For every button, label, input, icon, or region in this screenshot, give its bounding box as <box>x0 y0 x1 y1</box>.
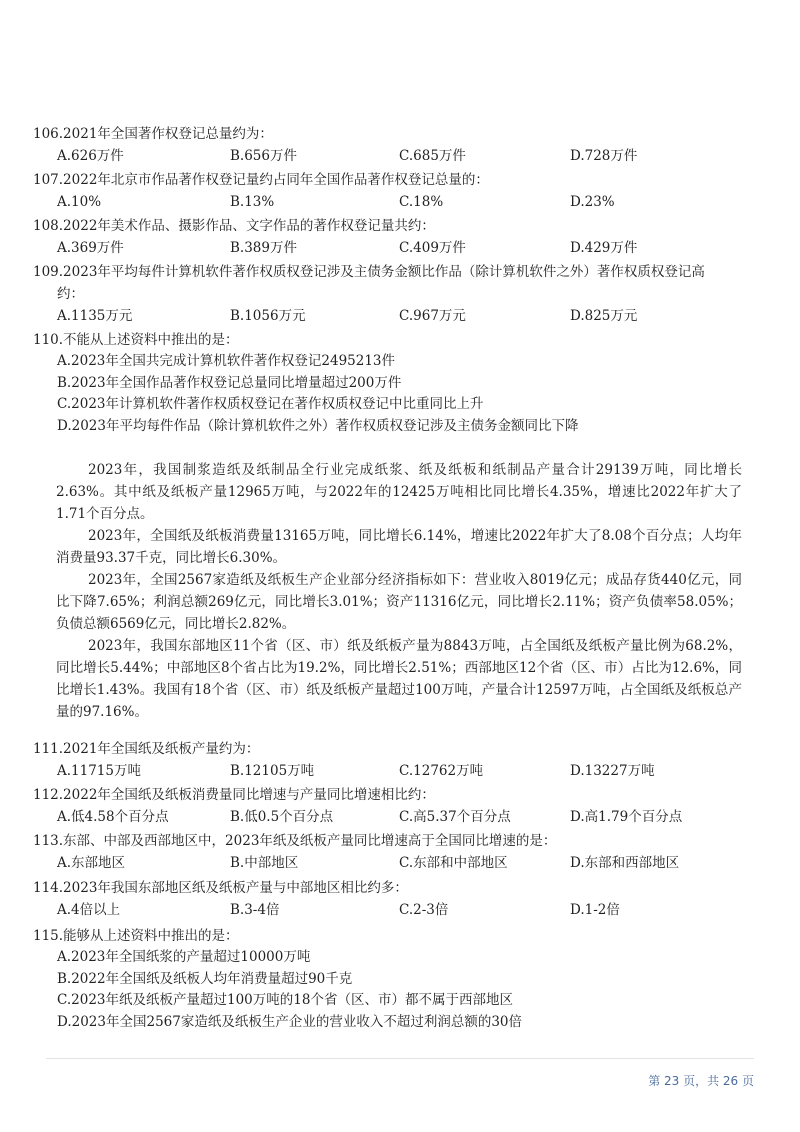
option-d: D.2023年全国2567家造纸及纸板生产企业的营业收入不超过利润总额的30倍 <box>57 1013 523 1030</box>
passage-paragraph-2: 2023年，全国纸及纸板消费量13165万吨，同比增长6.14%，增速比2022年扩大了8.08个百分点；人均年消费量93.37千克，同比增长6.30%。 <box>56 528 742 566</box>
passage-paragraph-1: 2023年，我国制浆造纸及纸制品全行业完成纸浆、纸及纸板和纸制品产量合计29139万吨，同比增长2.63%。其中纸及纸板产量12965万吨，与2022年的12425万吨相比同比增长4.35%，增速比2022年扩大了1.71个百分点。 <box>56 462 742 522</box>
option-a: A.低4.58个百分点 <box>57 809 169 825</box>
option-c: C.2023年纸及纸板产量超过100万吨的18个省（区、市）都不属于西部地区 <box>57 992 513 1009</box>
question-113 <box>33 830 760 874</box>
option-row <box>33 852 760 874</box>
question-stem: 113.东部、中部及西部地区中，2023年纸及纸板产量同比增速高于全国同比增速的是： <box>33 833 557 849</box>
option-c: C.2-3倍 <box>399 902 449 918</box>
question-stem: 106.2021年全国著作权登记总量约为： <box>33 126 273 142</box>
option-row <box>33 191 760 213</box>
option-b: B.389万件 <box>230 240 297 256</box>
option-row <box>33 806 760 828</box>
option-b: B.1056万元 <box>230 308 306 324</box>
option-b: B.3-4倍 <box>230 902 280 918</box>
option-b: B.13% <box>230 194 275 210</box>
option-a: A.东部地区 <box>57 855 126 871</box>
option-b: B.2023年全国作品著作权登记总量同比增量超过200万件 <box>57 374 402 391</box>
option-a: A.11715万吨 <box>57 763 141 779</box>
option-d: D.23% <box>570 194 615 210</box>
footer-divider <box>46 1058 754 1059</box>
option-a: A.626万件 <box>57 148 124 164</box>
question-108 <box>33 215 760 259</box>
question-stem: 115.能够从上述资料中推出的是： <box>33 928 239 944</box>
question-109 <box>33 261 760 327</box>
question-stem: 109.2023年平均每件计算机软件著作权质权登记涉及主债务金额比作品（除计算机软件之外）著作权质权登记高 <box>33 264 705 280</box>
question-stem-continued: 约： <box>57 286 84 302</box>
passage-paragraph-4: 2023年，我国东部地区11个省（区、市）纸及纸板产量为8843万吨，占全国纸及纸板产量比例为68.2%，同比增长5.44%；中部地区8个省占比为19.2%，同比增长2.51%；西部地区12个省（区、市）占比为12.6%，同比增长1.43%。我国有18个省（区、市）纸及纸板产量超过100万吨，产量合计12597万吨，占全国纸及纸板总产量的97.16%。 <box>56 638 742 720</box>
option-b: B.低0.5个百分点 <box>230 809 334 825</box>
option-a: A.2023年全国纸浆的产量超过10000万吨 <box>57 949 311 965</box>
option-d: D.429万件 <box>570 240 638 256</box>
option-b: B.中部地区 <box>230 855 299 871</box>
option-c: C.18% <box>399 194 444 210</box>
option-d: D.东部和西部地区 <box>570 855 680 871</box>
question-stem: 107.2022年北京市作品著作权登记量约占同年全国作品著作权登记总量的： <box>33 172 489 188</box>
option-row <box>33 760 760 782</box>
option-row <box>33 145 760 167</box>
option-row <box>33 237 760 259</box>
question-stem: 108.2022年美术作品、摄影作品、文字作品的著作权登记量共约： <box>33 218 435 234</box>
question-115 <box>33 925 760 1033</box>
option-b: B.12105万吨 <box>230 763 315 779</box>
option-c: C.东部和中部地区 <box>399 855 508 871</box>
question-stem: 114.2023年我国东部地区纸及纸板产量与中部地区相比约多： <box>33 880 408 896</box>
option-row <box>33 899 760 921</box>
question-107 <box>33 169 760 213</box>
option-a: A.4倍以上 <box>57 902 121 918</box>
option-c: C.967万元 <box>399 308 466 324</box>
option-a: A.10% <box>57 194 102 210</box>
option-a: A.1135万元 <box>57 308 133 324</box>
option-c: C.409万件 <box>399 240 466 256</box>
option-c: C.12762万吨 <box>399 763 484 779</box>
option-d: D.728万件 <box>570 148 638 164</box>
option-d: D.1-2倍 <box>570 902 620 918</box>
option-d: D.825万元 <box>570 308 638 324</box>
option-a: A.369万件 <box>57 240 124 256</box>
option-c: C.685万件 <box>399 148 466 164</box>
question-stem: 111.2021年全国纸及纸板产量约为： <box>33 741 260 757</box>
option-d: D.高1.79个百分点 <box>570 809 683 825</box>
question-114 <box>33 877 760 921</box>
question-111 <box>33 738 760 782</box>
option-d: D.2023年平均每件作品（除计算机软件之外）著作权质权登记涉及主债务金额同比下降 <box>57 417 579 434</box>
question-stem: 112.2022年全国纸及纸板消费量同比增速与产量同比增速相比约： <box>33 787 435 803</box>
option-row <box>33 305 760 327</box>
option-d: D.13227万吨 <box>570 763 655 779</box>
option-b: B.2022年全国纸及纸板人均年消费量超过90千克 <box>57 970 353 987</box>
question-110 <box>33 329 760 437</box>
option-a: A.2023年全国共完成计算机软件著作权登记2495213件 <box>57 353 396 369</box>
question-112 <box>33 784 760 828</box>
passage-paragraph-3: 2023年，全国2567家造纸及纸板生产企业部分经济指标如下：营业收入8019亿元；成品存货440亿元，同比下降7.65%；利润总额269亿元，同比增长3.01%；资产11316亿元，同比增长2.11%；资产负债率58.05%；负债总额6569亿元，同比增长2.82%。 <box>56 572 742 632</box>
question-stem: 110.不能从上述资料中推出的是： <box>33 332 239 348</box>
page-number: 第 23 页，共 26 页 <box>648 1074 754 1088</box>
option-c: C.高5.37个百分点 <box>399 809 511 825</box>
question-106 <box>33 123 760 167</box>
option-c: C.2023年计算机软件著作权质权登记在著作权质权登记中比重同比上升 <box>57 396 484 413</box>
option-b: B.656万件 <box>230 148 297 164</box>
